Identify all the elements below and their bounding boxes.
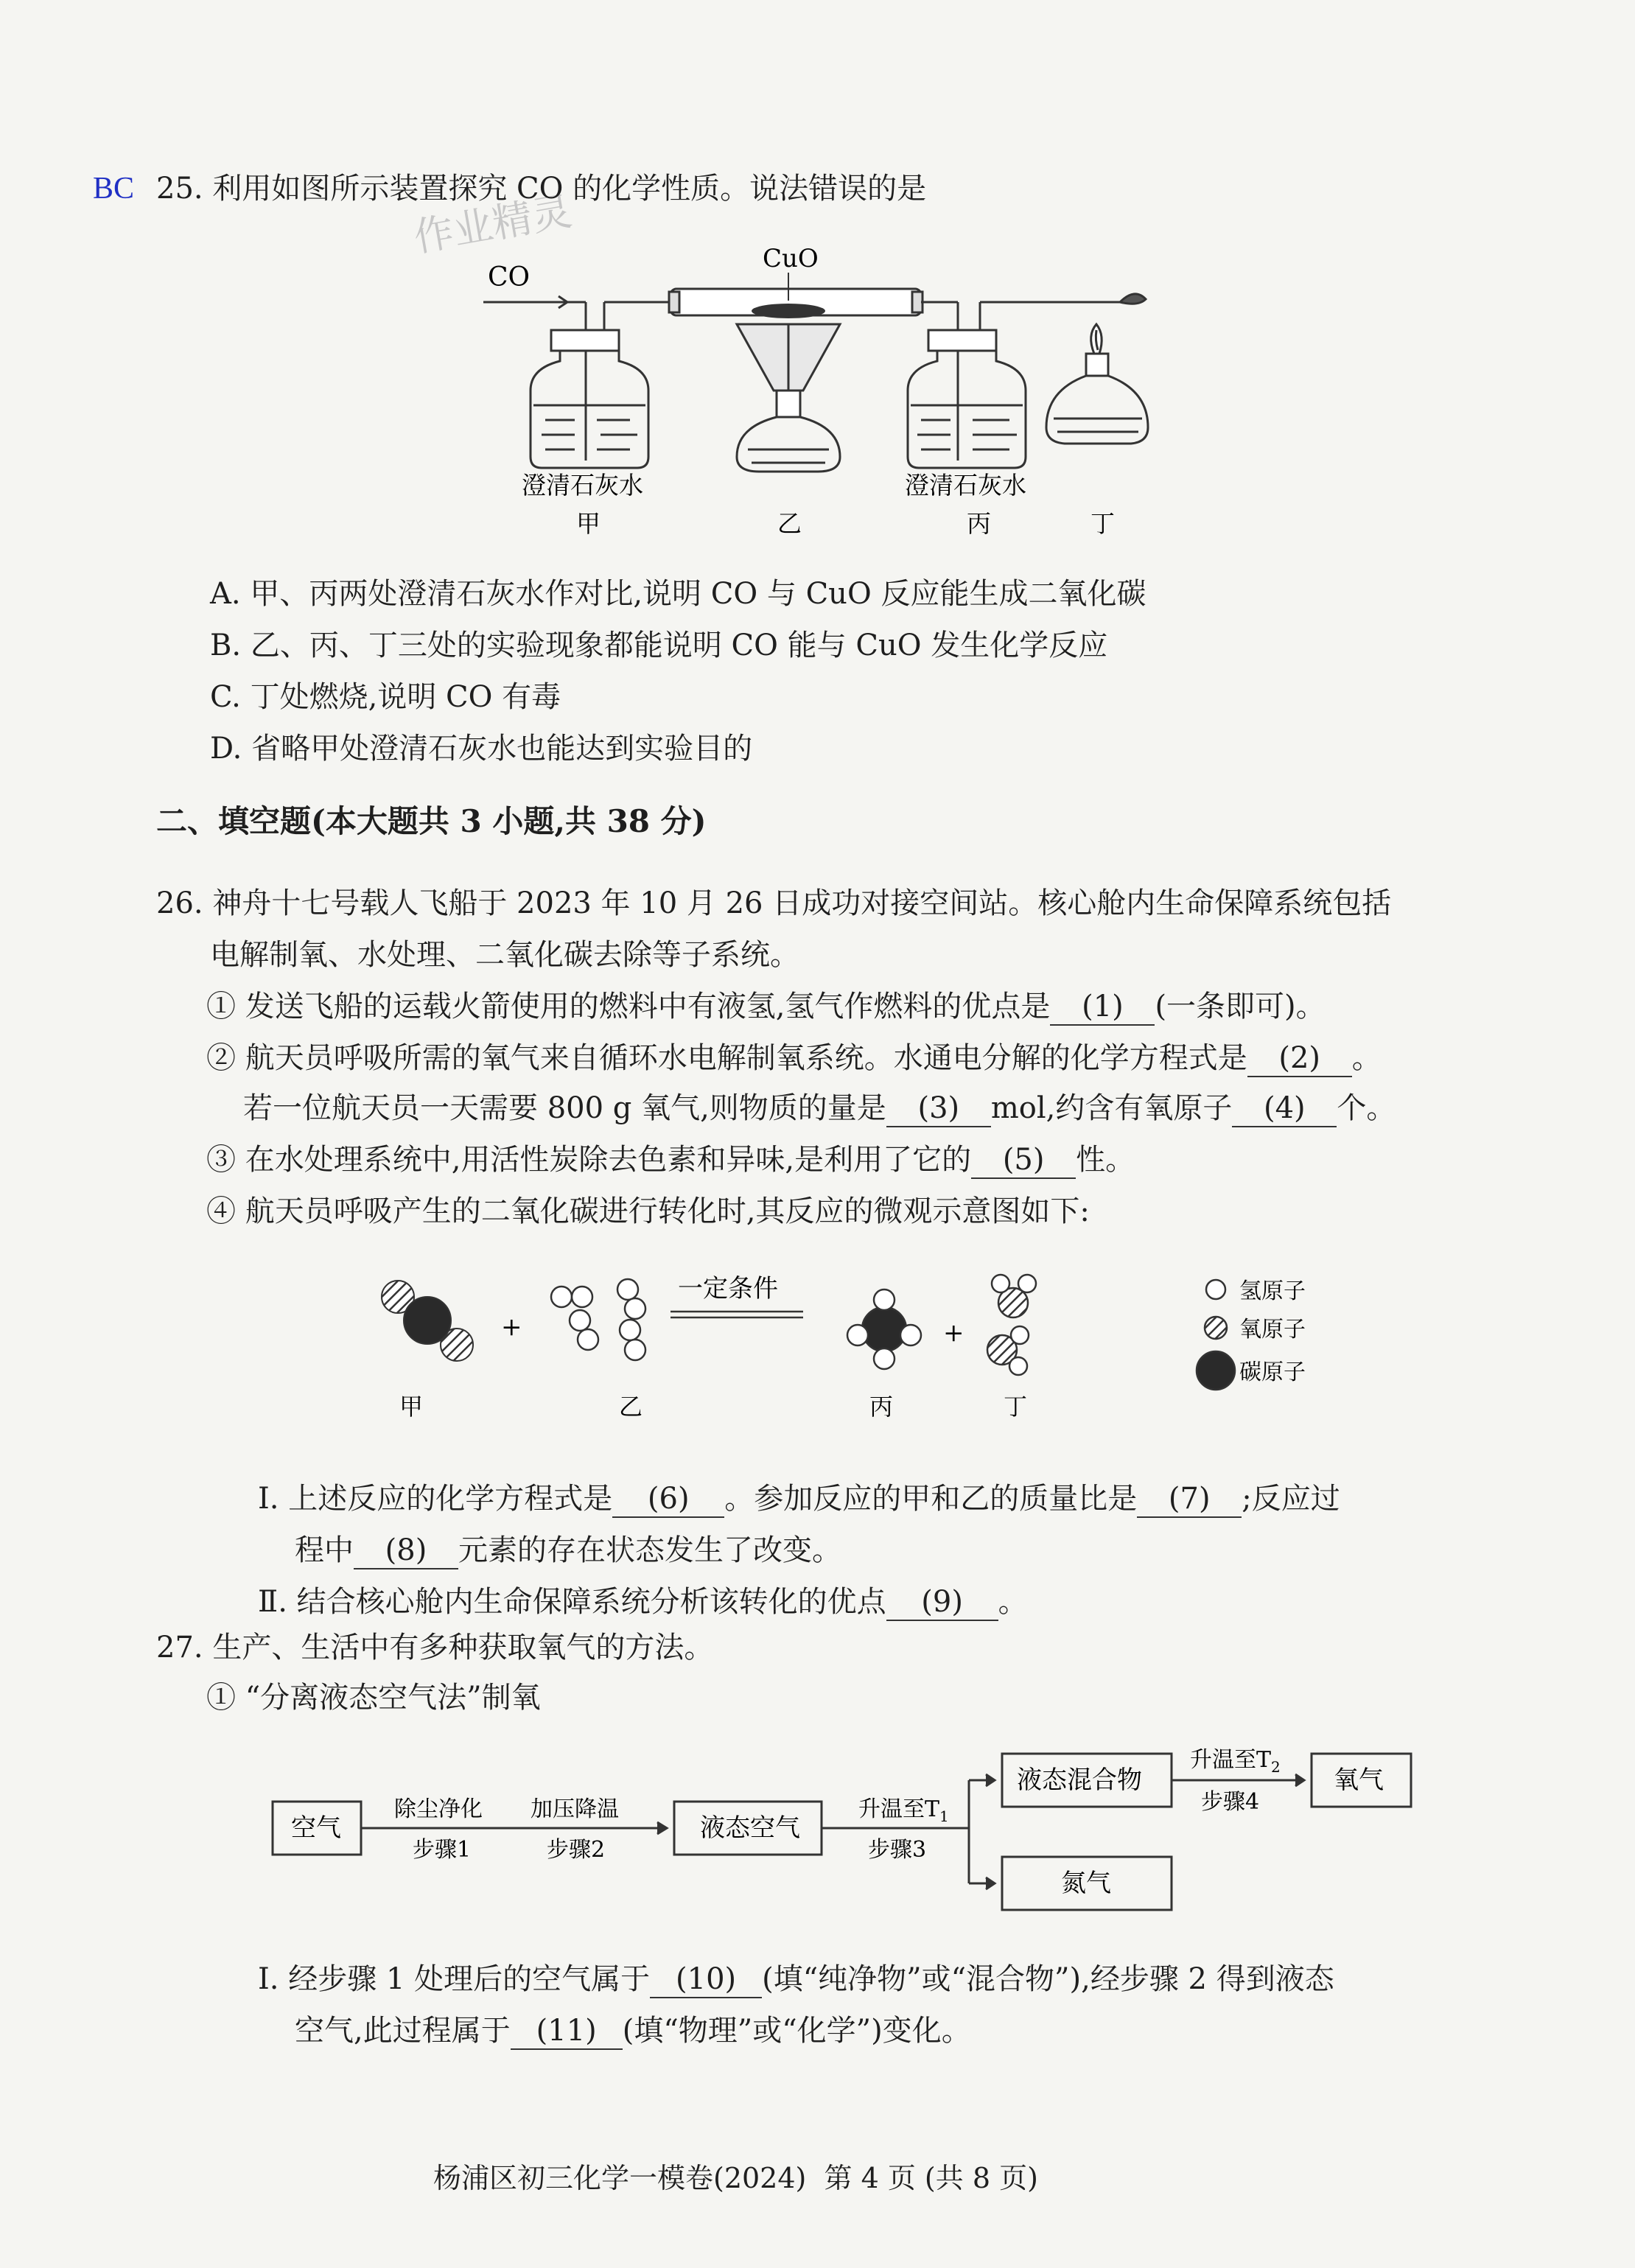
blank-6[interactable]: (6) bbox=[612, 1481, 724, 1518]
blank-7[interactable]: (7) bbox=[1137, 1481, 1242, 1518]
q26-sub-i-text: Ⅰ. 上述反应的化学方程式是 bbox=[258, 1482, 613, 1516]
flow-step2-bot: 步骤2 bbox=[547, 1837, 606, 1863]
q26-part3-tail: 性。 bbox=[1076, 1143, 1135, 1177]
label-yi: 乙 bbox=[777, 509, 802, 538]
q27-sub1: ① “分离液态空气法”制氧 bbox=[206, 1681, 541, 1715]
blank-9[interactable]: (9) bbox=[886, 1584, 998, 1621]
micro-label-jia: 甲 bbox=[399, 1393, 424, 1421]
q26-sub-i-tail: ;反应过 bbox=[1242, 1482, 1340, 1516]
flow-liquid-air: 液态空气 bbox=[700, 1813, 800, 1843]
limewater-bing-label: 澄清石灰水 bbox=[905, 471, 1026, 500]
label-ding: 丁 bbox=[1090, 509, 1115, 538]
q26-part2-line2-tail: 个。 bbox=[1337, 1091, 1396, 1125]
q25-option-b: B. 乙、丙、丁三处的实验现象都能说明 CO 能与 CuO 发生化学反应 bbox=[210, 629, 1108, 662]
blank-5[interactable]: (5) bbox=[971, 1142, 1076, 1179]
page-footer: 杨浦区初三化学一模卷(2024) 第 4 页 (共 8 页) bbox=[433, 2162, 1038, 2194]
q26-part2-line2-text: 若一位航天员一天需要 800 g 氧气,则物质的量是 bbox=[243, 1091, 886, 1125]
flow-step1-top: 除尘净化 bbox=[394, 1796, 483, 1822]
flow-oxygen: 氧气 bbox=[1334, 1765, 1384, 1795]
flow-step4-top: 升温至T bbox=[1190, 1747, 1272, 1773]
q26-part2 bbox=[206, 1040, 1382, 1077]
flow-step1-bot: 步骤1 bbox=[413, 1837, 472, 1863]
q27-sub-i-line2-text: 空气,此过程属于 bbox=[295, 2014, 511, 2048]
q26-part3-text: ③ 在水处理系统中,用活性炭除去色素和异味,是利用了它的 bbox=[206, 1143, 972, 1177]
q25-answer: BC bbox=[93, 172, 135, 206]
molecule-ding bbox=[987, 1275, 1036, 1375]
flow-step4-sub: 2 bbox=[1271, 1758, 1281, 1776]
label-jia: 甲 bbox=[576, 509, 601, 538]
q26-sub-ii bbox=[258, 1584, 1028, 1621]
label-bing: 丙 bbox=[967, 509, 991, 538]
blank-10[interactable]: (10) bbox=[650, 1961, 762, 1998]
molecule-bing bbox=[847, 1289, 921, 1369]
watermark: 作业精灵 bbox=[410, 187, 575, 262]
blank-4[interactable]: (4) bbox=[1232, 1091, 1337, 1127]
q26-part2-line2-mid: mol,约含有氧原子 bbox=[990, 1091, 1233, 1125]
q27-sub-i bbox=[258, 1961, 1334, 1998]
blank-3[interactable]: (3) bbox=[886, 1091, 991, 1127]
flow-step3-top: 升温至T bbox=[858, 1796, 940, 1822]
cuo-label: CuO bbox=[763, 244, 819, 273]
micro-label-yi: 乙 bbox=[619, 1393, 643, 1421]
q27-sub-i-text: Ⅰ. 经步骤 1 处理后的空气属于 bbox=[258, 1962, 651, 1996]
flow-step3-sub: 1 bbox=[939, 1807, 949, 1825]
blank-11[interactable]: (11) bbox=[511, 2013, 623, 2050]
q26-part2-line2 bbox=[243, 1091, 1396, 1127]
q27-line1: 27. 生产、生活中有多种获取氧气的方法。 bbox=[156, 1631, 714, 1665]
q26-sub-ii-tail: 。 bbox=[998, 1585, 1028, 1619]
q26-part4: ④ 航天员呼吸产生的二氧化碳进行转化时,其反应的微观示意图如下: bbox=[206, 1194, 1090, 1228]
q26-part1 bbox=[206, 989, 1326, 1026]
legend-hydrogen: 氢原子 bbox=[1239, 1278, 1306, 1304]
q25-option-d: D. 省略甲处澄清石灰水也能达到实验目的 bbox=[210, 732, 753, 766]
plus-1: + bbox=[501, 1312, 522, 1342]
q26-part2-text: ② 航天员呼吸所需的氧气来自循环水电解制氧系统。水通电分解的化学方程式是 bbox=[206, 1041, 1247, 1075]
flow-step4-bot: 步骤4 bbox=[1201, 1789, 1260, 1815]
flow-air: 空气 bbox=[291, 1813, 341, 1843]
legend-oxygen: 氧原子 bbox=[1239, 1317, 1306, 1343]
q27-sub-i-tail: (填“纯净物”或“混合物”),经步骤 2 得到液态 bbox=[762, 1962, 1334, 1996]
q26-sub-i-mid: 。参加反应的甲和乙的质量比是 bbox=[724, 1482, 1138, 1516]
blank-2[interactable]: (2) bbox=[1247, 1040, 1352, 1077]
flow-chart bbox=[265, 1739, 1444, 1916]
micro-label-ding: 丁 bbox=[1004, 1393, 1028, 1421]
molecule-yi bbox=[551, 1279, 645, 1360]
q26-part1-text: ① 发送飞船的运载火箭使用的燃料中有液氢,氢气作燃料的优点是 bbox=[206, 990, 1051, 1023]
flow-nitrogen: 氮气 bbox=[1061, 1869, 1111, 1898]
blank-8[interactable]: (8) bbox=[354, 1533, 458, 1569]
q25-option-a: A. 甲、丙两处澄清石灰水作对比,说明 CO 与 CuO 反应能生成二氧化碳 bbox=[210, 577, 1146, 611]
q25-option-c: C. 丁处燃烧,说明 CO 有毒 bbox=[210, 680, 561, 714]
flow-step3-bot: 步骤3 bbox=[868, 1837, 927, 1863]
apparatus-diagram bbox=[472, 243, 1179, 538]
legend bbox=[1197, 1280, 1235, 1390]
q26-line2: 电解制氧、水处理、二氧化碳去除等子系统。 bbox=[210, 938, 799, 972]
molecule-jia bbox=[382, 1281, 473, 1361]
q26-sub-i-line2-text: 程中 bbox=[295, 1533, 354, 1567]
section2-title: 二、填空题(本大题共 3 小题,共 38 分) bbox=[156, 803, 707, 839]
plus-2: + bbox=[943, 1318, 964, 1348]
q26-part3 bbox=[206, 1142, 1135, 1179]
q27-sub-i-line2-tail: (填“物理”或“化学”)变化。 bbox=[622, 2014, 971, 2048]
co-label: CO bbox=[488, 262, 531, 293]
micro-label-bing: 丙 bbox=[869, 1393, 894, 1421]
q27-sub-i-line2 bbox=[295, 2013, 971, 2050]
micro-reaction-diagram bbox=[368, 1267, 1326, 1459]
q26-part2-tail: 。 bbox=[1351, 1041, 1382, 1075]
q25-question: 25. 利用如图所示装置探究 CO 的化学性质。说法错误的是 bbox=[156, 172, 927, 206]
flow-step2-top: 加压降温 bbox=[531, 1796, 619, 1822]
q26-line1: 26. 神舟十七号载人飞船于 2023 年 10 月 26 日成功对接空间站。核心舱内生命保障系统包括 bbox=[156, 886, 1392, 920]
q26-sub-ii-text: Ⅱ. 结合核心舱内生命保障系统分析该转化的优点 bbox=[258, 1585, 886, 1619]
flow-liquid-mix: 液态混合物 bbox=[1017, 1765, 1142, 1795]
q26-sub-i-line2-tail: 元素的存在状态发生了改变。 bbox=[458, 1533, 841, 1567]
limewater-jia-label: 澄清石灰水 bbox=[522, 471, 643, 500]
reaction-condition: 一定条件 bbox=[678, 1274, 778, 1303]
blank-1[interactable]: (1) bbox=[1050, 989, 1155, 1026]
q26-sub-i bbox=[258, 1481, 1340, 1518]
legend-carbon: 碳原子 bbox=[1239, 1359, 1306, 1385]
q26-part1-tail: (一条即可)。 bbox=[1155, 990, 1326, 1023]
q26-sub-i-line2 bbox=[295, 1533, 841, 1569]
